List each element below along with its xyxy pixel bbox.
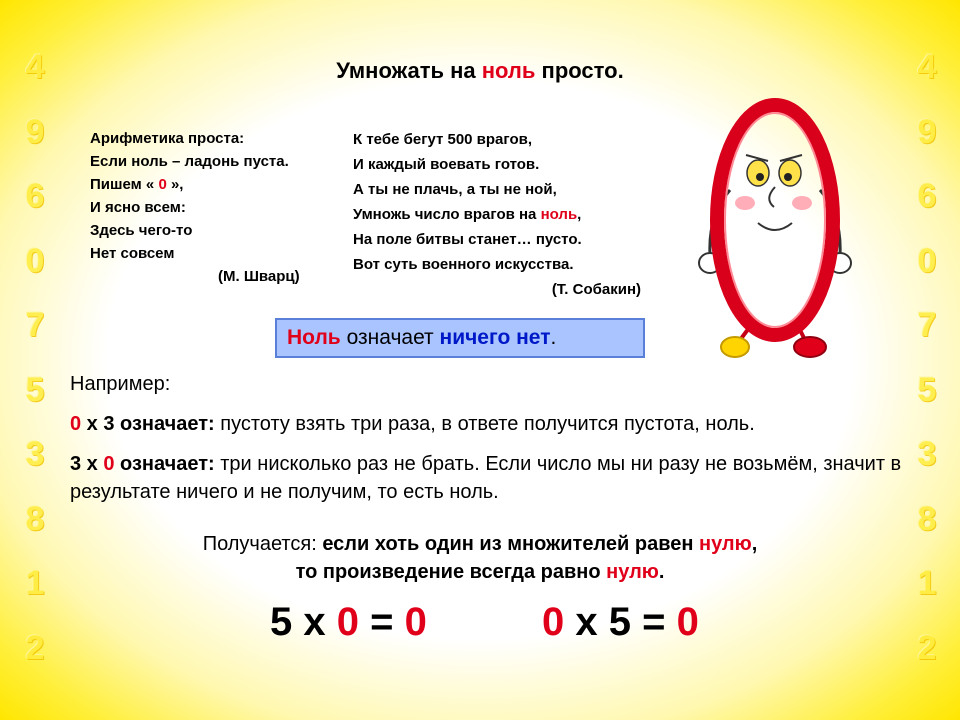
side-digit: 9 <box>917 112 937 151</box>
title-prefix: Умножать на <box>336 58 482 83</box>
title-suffix: просто. <box>535 58 624 83</box>
conclusion-text: Получается: <box>202 533 323 555</box>
zero-digit: 0 <box>158 176 167 193</box>
poem-line: И ясно всем: <box>90 199 186 216</box>
equation-part: х 5 = <box>564 600 677 644</box>
title-highlight: ноль <box>481 58 536 83</box>
zero-digit: 0 <box>336 600 359 644</box>
poem-text: », <box>166 176 184 193</box>
poem-line: К тебе бегут 500 врагов, <box>353 131 533 148</box>
zero-digit: 0 <box>70 413 82 435</box>
example-bold: 3 х <box>70 453 104 475</box>
zero-character-face <box>735 155 812 230</box>
equation-two <box>542 600 699 645</box>
conclusion-bold: то произведение всегда равно <box>295 561 607 583</box>
poem-left <box>90 127 350 288</box>
poem-line: Вот суть военного искусства. <box>353 256 574 273</box>
side-digit: 5 <box>25 370 45 409</box>
example-text: три нисколько раз не брать. Если число мы ни разу не возьмём, значит в результате ничего и не получим, то есть ноль. <box>70 453 902 503</box>
side-digit: 7 <box>25 306 45 345</box>
notice-word-nothing: ничего нет <box>439 326 551 349</box>
example-text: пустоту взять три раза, в ответе получится пустота, ноль. <box>214 413 755 435</box>
side-digit: 8 <box>917 499 937 538</box>
side-digit: 0 <box>25 241 45 280</box>
side-digit: 6 <box>25 177 45 216</box>
poem-line: А ты не плачь, а ты не ной, <box>353 181 557 198</box>
poem-author: (М. Шварц) <box>218 268 300 285</box>
poem-line: На поле битвы станет… пусто. <box>353 231 582 248</box>
poem-line <box>90 173 350 196</box>
side-digit: 2 <box>917 628 937 667</box>
poem-highlight: ноль <box>540 206 578 223</box>
side-digit: 4 <box>25 48 45 86</box>
poem-text: Пишем « <box>90 176 159 193</box>
conclusion-bold: если хоть один из множителей равен <box>322 533 699 555</box>
poem-line: Здесь чего-то <box>90 222 193 239</box>
side-digit: 3 <box>917 435 937 474</box>
conclusion-highlight: нулю <box>606 561 659 583</box>
equation-result: 0 <box>676 600 699 644</box>
example-two <box>70 450 910 506</box>
conclusion-bold: . <box>658 561 665 583</box>
side-digit: 9 <box>25 112 45 151</box>
side-digit: 4 <box>917 48 937 86</box>
conclusion <box>0 530 960 586</box>
poem-author: (Т. Собакин) <box>551 281 641 298</box>
poem-line: Нет совсем <box>90 245 175 262</box>
equation-part: 5 х <box>270 600 337 644</box>
example-one <box>70 410 910 438</box>
equation-one <box>270 600 427 645</box>
side-digit: 0 <box>917 241 937 280</box>
zero-character-illustration <box>690 95 860 365</box>
equations <box>0 600 960 656</box>
side-digit: 3 <box>25 435 45 474</box>
example-bold: х 3 означает: <box>81 413 215 435</box>
equation-result: 0 <box>404 600 427 644</box>
side-digit: 2 <box>25 628 45 667</box>
page-title <box>0 58 960 84</box>
zero-character-ring <box>717 105 833 335</box>
poem-text: , <box>577 206 582 223</box>
zero-digit: 0 <box>542 600 565 644</box>
side-digit: 7 <box>917 306 937 345</box>
conclusion-highlight: нулю <box>698 533 752 555</box>
poem-text: Умножь число врагов на <box>353 206 541 223</box>
poem-right <box>353 127 653 302</box>
side-digit: 6 <box>917 177 937 216</box>
poem-line: Арифметика проста: <box>90 130 245 147</box>
conclusion-bold: , <box>751 533 758 555</box>
side-digit: 1 <box>917 564 937 603</box>
poem-line <box>353 202 653 227</box>
side-digit: 5 <box>917 370 937 409</box>
side-digit: 8 <box>25 499 45 538</box>
poem-line: Если ноль – ладонь пуста. <box>90 153 289 170</box>
example-bold: означает: <box>114 453 215 475</box>
poem-line: И каждый воевать готов. <box>353 156 540 173</box>
conclusion-line-2 <box>0 558 960 586</box>
notice-text: . <box>550 326 557 349</box>
notice-text: означает <box>340 326 440 349</box>
notice-word-zero: Ноль <box>287 326 341 349</box>
examples-intro: Например: <box>70 373 171 395</box>
conclusion-line-1 <box>0 530 960 558</box>
definition-box <box>275 318 645 358</box>
side-digit: 1 <box>25 564 45 603</box>
zero-digit: 0 <box>103 453 115 475</box>
equation-part: = <box>358 600 405 644</box>
examples-section <box>70 370 910 518</box>
